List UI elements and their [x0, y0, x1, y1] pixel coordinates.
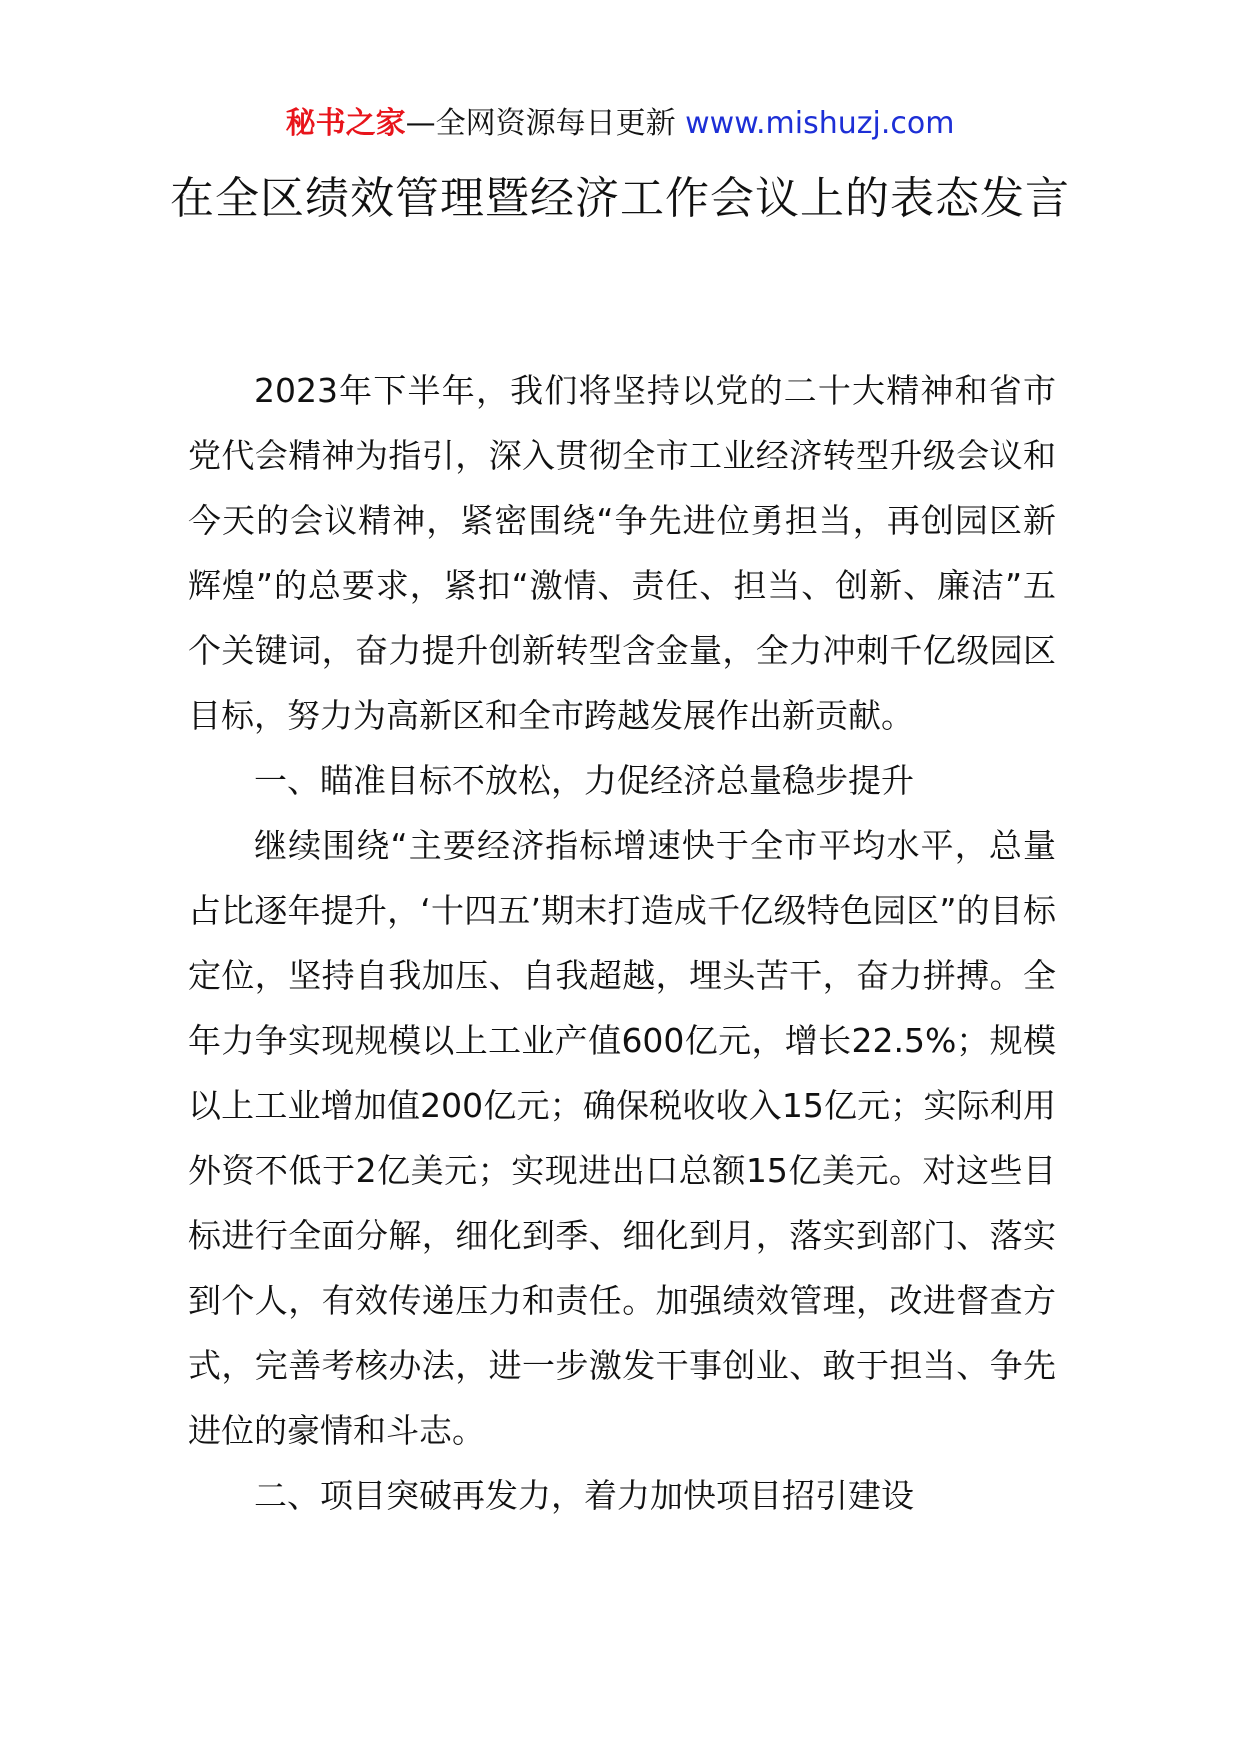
document-body [188, 358, 1056, 1528]
site-header [0, 104, 1240, 144]
site-slogan: —全网资源每日更新 [405, 106, 676, 141]
section-heading-2: 二、项目突破再发力，着力加快项目招引建设 [254, 1476, 914, 1515]
section-1-paragraph: 继续围绕“主要经济指标增速快于全市平均水平，总量占比逐年提升，‘十四五’期末打造成千亿级特色园区”的目标定位，坚持自我加压、自我超越，埋头苦干，奋力拼搏。全年力争实现规模以上工业产值600亿元，增长22.5%；规模以上工业增加值200亿元；确保税收收入15亿元；实际利用外资不低于2亿美元；实现进出口总额15亿美元。对这些目标进行全面分解，细化到季、细化到月，落实到部门、落实到个人，有效传递压力和责任。加强绩效管理，改进督查方式，完善考核办法，进一步激发干事创业、敢于担当、争先进位的豪情和斗志。 [188, 826, 1056, 1450]
section-heading-1: 一、瞄准目标不放松，力促经济总量稳步提升 [254, 761, 914, 800]
document-title: 在全区绩效管理暨经济工作会议上的表态发言 [170, 173, 1070, 224]
site-brand: 秘书之家 [285, 106, 406, 141]
site-url-link[interactable]: www.mishuzj.com [685, 106, 955, 141]
intro-paragraph: 2023年下半年，我们将坚持以党的二十大精神和省市党代会精神为指引，深入贯彻全市工业经济转型升级会议和今天的会议精神，紧密围绕“争先进位勇担当，再创园区新辉煌”的总要求，紧扣“激情、责任、担当、创新、廉洁”五个关键词，奋力提升创新转型含金量，全力冲刺千亿级园区目标，努力为高新区和全市跨越发展作出新贡献。 [188, 371, 1056, 735]
